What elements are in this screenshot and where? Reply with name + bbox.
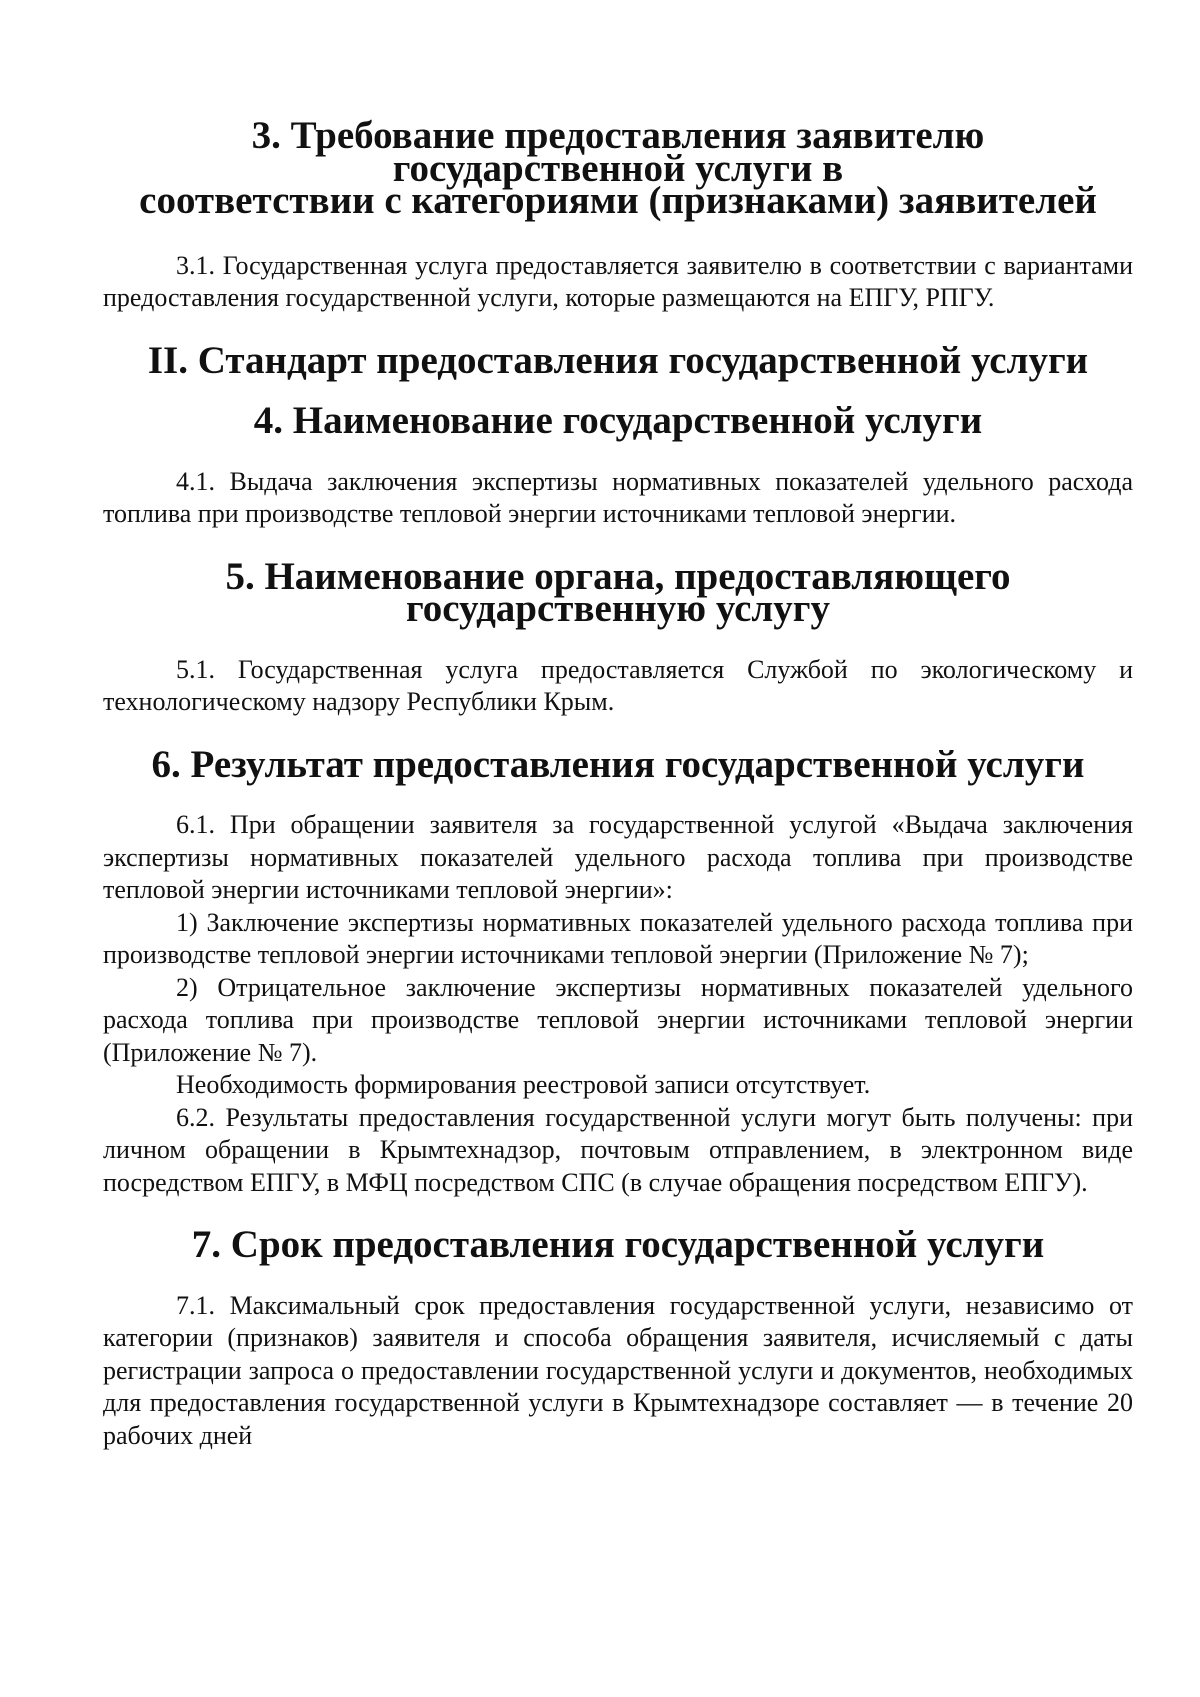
section-6-heading: 6. Результат предоставления государственной услуги <box>151 742 1085 786</box>
section-7-heading: 7. Срок предоставления государственной услуги <box>191 1223 1045 1266</box>
paragraph-6-1: 6.1. При обращении заявителя за государственной услугой «Выдача заключения экспертизы нормативных показателей удельного расхода топлива при производстве тепловой энергии источниками тепловой энергии»: <box>103 810 1133 904</box>
document-body <box>103 114 1133 1452</box>
section-3-heading-line-1: 3. Требование предоставления заявителю государственной услуги в <box>251 114 985 190</box>
list-item-2: 2) Отрицательное заключение экспертизы нормативных показателей удельного расхода топлива при производстве тепловой энергии источниками тепловой энергии (Приложение № 7). <box>103 972 1133 1067</box>
section-3-heading-line-2: соответствии с категориями (признаками) заявителей <box>139 179 1097 222</box>
section-5-heading: 5. Наименование органа, предоставляющего государственную услугу <box>225 554 1011 630</box>
paragraph-5-1: 5.1. Государственная услуга предоставляется Службой по экологическому и технологическому надзору Республики Крым. <box>103 654 1133 716</box>
list-item-1: 1) Заключение экспертизы нормативных показателей удельного расхода топлива при производстве тепловой энергии источниками тепловой энергии (Приложение № 7); <box>103 907 1133 969</box>
paragraph-4-1: 4.1. Выдача заключения экспертизы нормативных показателей удельного расхода топлива при производстве тепловой энергии источниками тепловой энергии. <box>103 466 1133 528</box>
part-2-heading: II. Стандарт предоставления государственной услуги <box>147 338 1089 382</box>
section-3-heading <box>103 114 1133 222</box>
paragraph-7-1: 7.1. Максимальный срок предоставления государственной услуги, независимо от категории (признаков) заявителя и способа обращения заявителя, исчисляемый с даты регистрации запроса о предоставлении государственной услуги и документов, необходимых для предоставления государственной услуги в Крымтехнадзоре составляет — в течение 20 рабочих дней <box>103 1290 1133 1450</box>
section-4-heading: 4. Наименование государственной услуги <box>253 399 983 442</box>
paragraph-6-2: 6.2. Результаты предоставления государственной услуги могут быть получены: при личном обращении в Крымтехнадзор, почтовым отправлением, в электронном виде посредством ЕПГУ, в МФЦ посредством СПС (в случае обращения посредством ЕПГУ). <box>103 1102 1133 1197</box>
registry-note: Необходимость формирования реестровой записи отсутствует. <box>176 1070 871 1099</box>
paragraph-3-1: 3.1. Государственная услуга предоставляется заявителю в соответствии с вариантами предоставления государственной услуги, которые размещаются на ЕПГУ, РПГУ. <box>103 250 1133 312</box>
